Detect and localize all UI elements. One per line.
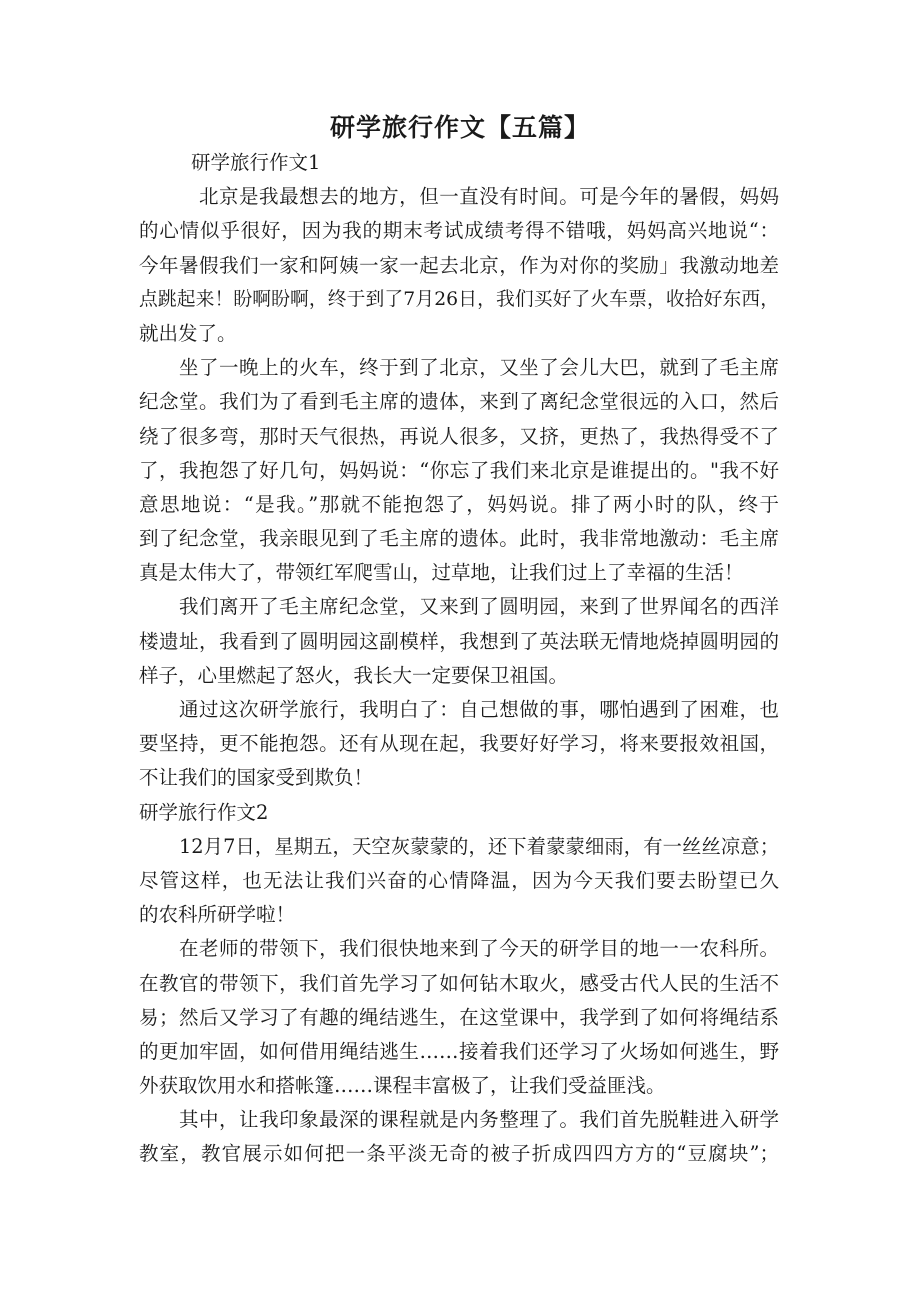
text-line: 真是太伟大了，带领红军爬雪山，过草地，让我们过上了幸福的生活！ (139, 561, 744, 585)
paragraph (139, 351, 779, 590)
text-line: 纪念堂。我们为了看到毛主席的遗体，来到了离纪念堂很远的入口，然后 (139, 390, 779, 414)
section-1 (139, 146, 779, 1172)
text-line: 的农科所研学啦！ (139, 903, 296, 927)
text-line: 我们离开了毛主席纪念堂，又来到了圆明园，来到了世界闻名的西洋 (179, 595, 779, 619)
text-line: 外获取饮用水和搭帐篷……课程丰富极了，让我们受益匪浅。 (139, 1074, 666, 1098)
paragraph (139, 590, 779, 693)
text-line: 就出发了。 (139, 321, 237, 345)
text-line: 教室，教官展示如何把一条平淡无奇的被子折成四四方方的“豆腐块”； (139, 1142, 779, 1166)
paragraph (139, 830, 779, 933)
text-line: 易；然后又学习了有趣的绳结逃生，在这堂课中，我学到了如何将绳结系 (139, 1005, 779, 1029)
paragraph (139, 932, 779, 1103)
text-line: 通过这次研学旅行，我明白了：自己想做的事，哪怕遇到了困难，也 (179, 698, 779, 721)
paragraph (139, 1103, 779, 1171)
text-line: 北京是我最想去的地方，但一直没有时间。可是今年的暑假，妈妈 (199, 185, 779, 209)
text-line: 不让我们的国家受到欺负！ (139, 766, 374, 790)
text-line: 的心情似乎很好，因为我的期末考试成绩考得不错哦，妈妈高兴地说“： (139, 219, 779, 243)
text-line: 样子，心里燃起了怒火，我长大一定要保卫祖国。 (139, 663, 569, 687)
text-line: 到了纪念堂，我亲眼见到了毛主席的遗体。此时，我非常地激动：毛主席 (139, 527, 779, 551)
text-line: 尽管这样，也无法让我们兴奋的心情降温，因为今天我们要去盼望已久 (139, 868, 779, 892)
document-title: 研学旅行作文【五篇】 (329, 113, 590, 142)
section-heading: 研学旅行作文1 (191, 151, 321, 174)
text-line: 12月7日，星期五，天空灰蒙蒙的，还下着蒙蒙细雨，有一丝丝凉意； (179, 834, 779, 858)
text-line: 了，我抱怨了好几句，妈妈说：“你忘了我们来北京是谁提出的。"我不好 (139, 458, 779, 482)
text-line: 在教官的带领下，我们首先学习了如何钻木取火，感受古代人民的生活不 (139, 971, 779, 995)
text-line: 点跳起来！盼啊盼啊，终于到了7月26日，我们买好了火车票，收拾好东西， (139, 288, 779, 310)
section-heading: 研学旅行作文2 (139, 800, 269, 824)
paragraph (139, 180, 779, 351)
paragraph (139, 693, 779, 796)
text-line: 要坚持，更不能抱怨。还有从现在起，我要好好学习，将来要报效祖国， (139, 732, 779, 756)
text-line: 坐了一晚上的火车，终于到了北京，又坐了会儿大巴，就到了毛主席 (179, 356, 779, 380)
text-line: 在老师的带领下，我们很快地来到了今天的研学目的地一一农科所。 (179, 937, 779, 961)
text-line: 意思地说：“是我。”那就不能抱怨了，妈妈说。排了两小时的队，终于 (139, 492, 779, 516)
text-line: 绕了很多弯，那时天气很热，再说人很多，又挤，更热了，我热得受不了 (139, 424, 779, 448)
text-line: 楼遗址，我看到了圆明园这副模样，我想到了英法联无情地烧掉圆明园的 (139, 629, 779, 653)
text-line: 今年暑假我们一家和阿姨一家一起去北京，作为对你的奖励」我激动地差 (139, 253, 779, 277)
text-line: 其中，让我印象最深的课程就是内务整理了。我们首先脱鞋进入研学 (179, 1108, 779, 1132)
text-line: 的更加牢固，如何借用绳结逃生……接着我们还学习了火场如何逃生，野 (139, 1039, 779, 1063)
